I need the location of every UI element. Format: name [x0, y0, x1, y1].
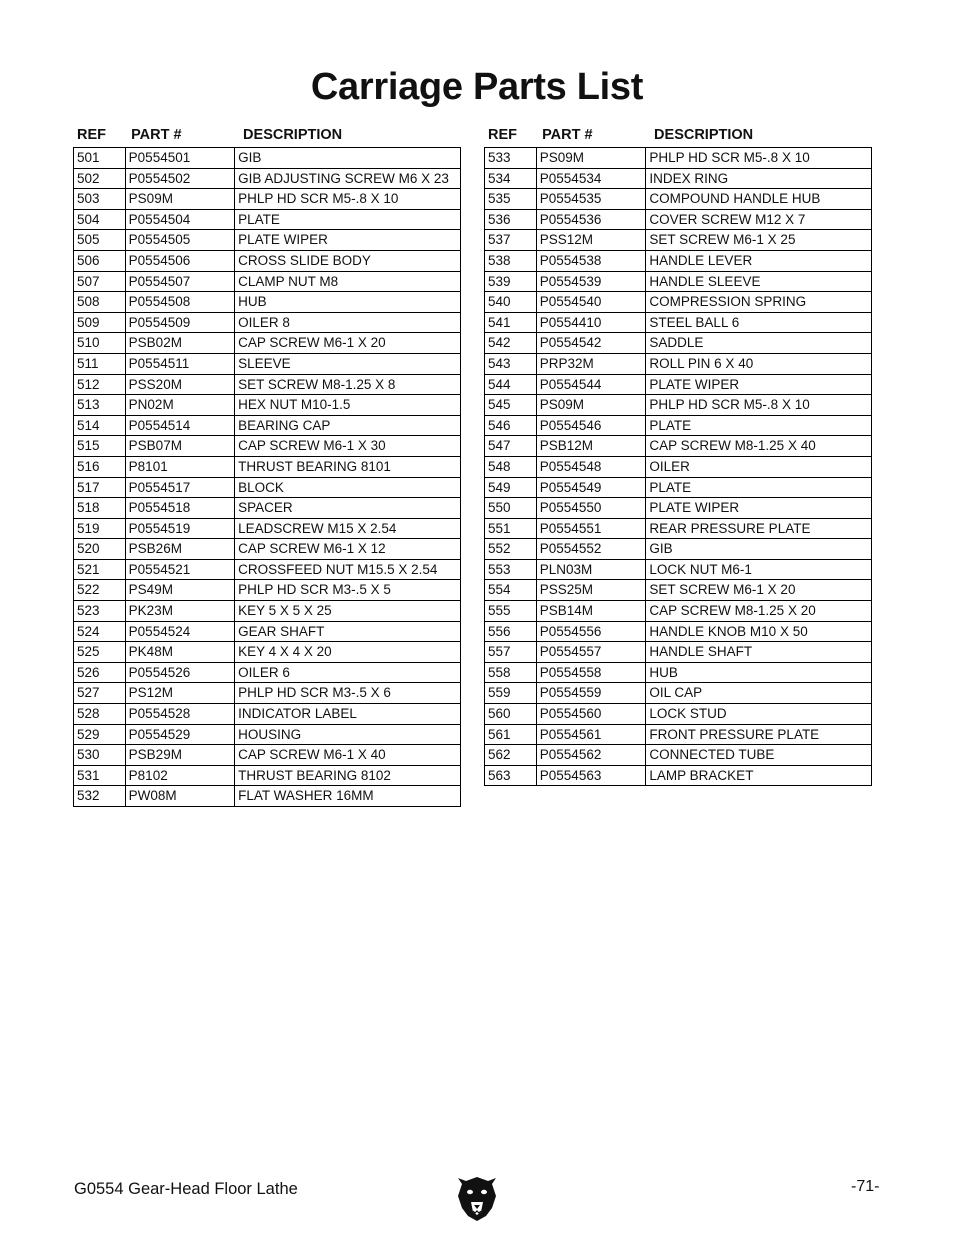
- ref-cell: 535: [485, 189, 537, 210]
- ref-cell: 501: [74, 148, 126, 169]
- ref-cell: 544: [485, 374, 537, 395]
- ref-cell: 539: [485, 271, 537, 292]
- ref-cell: 513: [74, 395, 126, 416]
- part-number-cell: P0554529: [125, 724, 234, 745]
- table-row: [485, 436, 872, 457]
- description-cell: BEARING CAP: [235, 415, 461, 436]
- ref-cell: 551: [485, 518, 537, 539]
- description-cell: PHLP HD SCR M5-.8 X 10: [235, 189, 461, 210]
- ref-cell: 542: [485, 333, 537, 354]
- part-number-cell: PSB07M: [125, 436, 234, 457]
- table-row: [485, 353, 872, 374]
- ref-cell: 537: [485, 230, 537, 251]
- table-row: [74, 292, 461, 313]
- description-cell: PLATE WIPER: [646, 374, 872, 395]
- part-number-cell: P0554563: [536, 765, 646, 786]
- table-row: [74, 559, 461, 580]
- table-row: [74, 765, 461, 786]
- table-row: [485, 662, 872, 683]
- ref-cell: 521: [74, 559, 126, 580]
- part-number-cell: P0554552: [536, 539, 646, 560]
- description-cell: HUB: [646, 662, 872, 683]
- table-row: [485, 250, 872, 271]
- description-cell: PHLP HD SCR M3-.5 X 5: [235, 580, 461, 601]
- ref-cell: 549: [485, 477, 537, 498]
- part-number-cell: P0554507: [125, 271, 234, 292]
- part-number-cell: PSS20M: [125, 374, 234, 395]
- table-row: [74, 271, 461, 292]
- part-number-cell: PK23M: [125, 601, 234, 622]
- ref-cell: 557: [485, 642, 537, 663]
- ref-cell: 510: [74, 333, 126, 354]
- description-cell: SLEEVE: [235, 353, 461, 374]
- ref-cell: 509: [74, 312, 126, 333]
- part-number-cell: PSB14M: [536, 601, 646, 622]
- ref-cell: 553: [485, 559, 537, 580]
- part-number-cell: P0554501: [125, 148, 234, 169]
- part-number-cell: PK48M: [125, 642, 234, 663]
- ref-cell: 512: [74, 374, 126, 395]
- description-cell: PHLP HD SCR M5-.8 X 10: [646, 395, 872, 416]
- page-number: -71-: [851, 1178, 880, 1195]
- ref-cell: 532: [74, 786, 126, 807]
- description-cell: PLATE: [235, 209, 461, 230]
- part-number-cell: P0554511: [125, 353, 234, 374]
- description-cell: HANDLE SHAFT: [646, 642, 872, 663]
- description-cell: LOCK NUT M6-1: [646, 559, 872, 580]
- table-row: [485, 765, 872, 786]
- table-row: [485, 374, 872, 395]
- description-cell: LOCK STUD: [646, 704, 872, 725]
- part-number-cell: P0554517: [125, 477, 234, 498]
- bear-head-icon: [456, 1176, 498, 1222]
- ref-cell: 506: [74, 250, 126, 271]
- part-number-cell: PSS12M: [536, 230, 646, 251]
- table-row: [485, 518, 872, 539]
- part-number-cell: P0554558: [536, 662, 646, 683]
- table-row: [485, 498, 872, 519]
- part-number-cell: P0554540: [536, 292, 646, 313]
- description-cell: SET SCREW M6-1 X 25: [646, 230, 872, 251]
- ref-cell: 519: [74, 518, 126, 539]
- ref-cell: 563: [485, 765, 537, 786]
- ref-cell: 527: [74, 683, 126, 704]
- part-number-cell: P0554514: [125, 415, 234, 436]
- ref-cell: 526: [74, 662, 126, 683]
- description-cell: SPACER: [235, 498, 461, 519]
- part-number-cell: P0554519: [125, 518, 234, 539]
- part-number-cell: P0554410: [536, 312, 646, 333]
- description-cell: LEADSCREW M15 X 2.54: [235, 518, 461, 539]
- description-cell: SADDLE: [646, 333, 872, 354]
- part-number-cell: P0554504: [125, 209, 234, 230]
- ref-cell: 517: [74, 477, 126, 498]
- part-number-cell: P0554562: [536, 745, 646, 766]
- description-cell: BLOCK: [235, 477, 461, 498]
- ref-cell: 536: [485, 209, 537, 230]
- table-row: [74, 395, 461, 416]
- table-row: [74, 662, 461, 683]
- part-number-cell: PS09M: [125, 189, 234, 210]
- description-cell: INDEX RING: [646, 168, 872, 189]
- ref-cell: 546: [485, 415, 537, 436]
- table-row: [485, 745, 872, 766]
- parts-table: [484, 147, 872, 786]
- table-row: [485, 456, 872, 477]
- footer-model-name: G0554 Gear-Head Floor Lathe: [74, 1180, 298, 1198]
- description-cell: SET SCREW M6-1 X 20: [646, 580, 872, 601]
- description-cell: SET SCREW M8-1.25 X 8: [235, 374, 461, 395]
- part-number-cell: PW08M: [125, 786, 234, 807]
- description-cell: LAMP BRACKET: [646, 765, 872, 786]
- table-row: [74, 601, 461, 622]
- table-row: [485, 148, 872, 169]
- part-number-cell: P0554521: [125, 559, 234, 580]
- part-number-cell: P0554546: [536, 415, 646, 436]
- description-cell: CROSS SLIDE BODY: [235, 250, 461, 271]
- ref-cell: 556: [485, 621, 537, 642]
- description-cell: INDICATOR LABEL: [235, 704, 461, 725]
- ref-cell: 554: [485, 580, 537, 601]
- description-cell: GEAR SHAFT: [235, 621, 461, 642]
- description-cell: KEY 4 X 4 X 20: [235, 642, 461, 663]
- part-number-cell: PSS25M: [536, 580, 646, 601]
- description-header: DESCRIPTION: [243, 127, 343, 143]
- ref-cell: 547: [485, 436, 537, 457]
- table-row: [485, 642, 872, 663]
- table-row: [74, 436, 461, 457]
- table-row: [74, 642, 461, 663]
- ref-header: REF: [488, 127, 517, 143]
- table-row: [74, 415, 461, 436]
- table-row: [485, 189, 872, 210]
- table-row: [74, 498, 461, 519]
- description-cell: CAP SCREW M8-1.25 X 40: [646, 436, 872, 457]
- description-cell: PLATE WIPER: [646, 498, 872, 519]
- table-row: [74, 230, 461, 251]
- description-header: DESCRIPTION: [654, 127, 754, 143]
- description-cell: GIB: [646, 539, 872, 560]
- ref-cell: 560: [485, 704, 537, 725]
- table-row: [485, 601, 872, 622]
- table-row: [485, 292, 872, 313]
- part-number-cell: PSB29M: [125, 745, 234, 766]
- ref-cell: 558: [485, 662, 537, 683]
- description-cell: REAR PRESSURE PLATE: [646, 518, 872, 539]
- table-row: [485, 395, 872, 416]
- ref-cell: 514: [74, 415, 126, 436]
- part-number-cell: P0554539: [536, 271, 646, 292]
- description-cell: CAP SCREW M8-1.25 X 20: [646, 601, 872, 622]
- table-row: [74, 456, 461, 477]
- ref-cell: 523: [74, 601, 126, 622]
- part-number-cell: P0554524: [125, 621, 234, 642]
- part-number-cell: P0554508: [125, 292, 234, 313]
- table-row: [485, 539, 872, 560]
- ref-cell: 516: [74, 456, 126, 477]
- part-number-cell: P0554544: [536, 374, 646, 395]
- parts-table: [73, 147, 461, 807]
- part-number-cell: P0554536: [536, 209, 646, 230]
- part-number-cell: P0554538: [536, 250, 646, 271]
- table-row: [485, 580, 872, 601]
- part-number-cell: PS09M: [536, 148, 646, 169]
- part-number-cell: P0554528: [125, 704, 234, 725]
- page-title: Carriage Parts List: [310, 66, 644, 108]
- table-row: [74, 477, 461, 498]
- table-row: [74, 704, 461, 725]
- ref-cell: 515: [74, 436, 126, 457]
- table-row: [74, 168, 461, 189]
- table-row: [485, 724, 872, 745]
- description-cell: PHLP HD SCR M3-.5 X 6: [235, 683, 461, 704]
- part-number-cell: P0554509: [125, 312, 234, 333]
- part-number-cell: P0554550: [536, 498, 646, 519]
- description-cell: PHLP HD SCR M5-.8 X 10: [646, 148, 872, 169]
- part-number-cell: P0554534: [536, 168, 646, 189]
- description-cell: HOUSING: [235, 724, 461, 745]
- part-number-cell: P0554535: [536, 189, 646, 210]
- description-cell: CAP SCREW M6-1 X 40: [235, 745, 461, 766]
- part-number-cell: PRP32M: [536, 353, 646, 374]
- part-number-cell: P0554505: [125, 230, 234, 251]
- description-cell: COMPRESSION SPRING: [646, 292, 872, 313]
- ref-cell: 540: [485, 292, 537, 313]
- description-cell: CLAMP NUT M8: [235, 271, 461, 292]
- table-row: [74, 333, 461, 354]
- ref-cell: 511: [74, 353, 126, 374]
- description-cell: HANDLE KNOB M10 X 50: [646, 621, 872, 642]
- table-row: [485, 477, 872, 498]
- part-number-cell: P0554551: [536, 518, 646, 539]
- ref-cell: 524: [74, 621, 126, 642]
- part-number-cell: P0554542: [536, 333, 646, 354]
- description-cell: OILER: [646, 456, 872, 477]
- table-row: [485, 333, 872, 354]
- table-row: [74, 250, 461, 271]
- ref-cell: 533: [485, 148, 537, 169]
- table-row: [74, 580, 461, 601]
- table-row: [74, 745, 461, 766]
- ref-cell: 505: [74, 230, 126, 251]
- table-row: [485, 559, 872, 580]
- ref-cell: 530: [74, 745, 126, 766]
- table-row: [74, 786, 461, 807]
- ref-cell: 520: [74, 539, 126, 560]
- part-number-cell: P0554549: [536, 477, 646, 498]
- description-cell: THRUST BEARING 8102: [235, 765, 461, 786]
- description-cell: COMPOUND HANDLE HUB: [646, 189, 872, 210]
- description-cell: GIB ADJUSTING SCREW M6 X 23: [235, 168, 461, 189]
- description-cell: CAP SCREW M6-1 X 12: [235, 539, 461, 560]
- ref-cell: 538: [485, 250, 537, 271]
- parts-table-right-column: [484, 124, 872, 786]
- ref-cell: 545: [485, 395, 537, 416]
- description-cell: HEX NUT M10-1.5: [235, 395, 461, 416]
- part-number-cell: PN02M: [125, 395, 234, 416]
- description-cell: OIL CAP: [646, 683, 872, 704]
- ref-cell: 548: [485, 456, 537, 477]
- ref-header: REF: [77, 127, 106, 143]
- description-cell: PLATE: [646, 415, 872, 436]
- part-number-cell: P0554548: [536, 456, 646, 477]
- table-row: [485, 209, 872, 230]
- part-number-cell: PSB12M: [536, 436, 646, 457]
- ref-cell: 543: [485, 353, 537, 374]
- description-cell: CONNECTED TUBE: [646, 745, 872, 766]
- table-row: [74, 683, 461, 704]
- table-header: [73, 124, 461, 146]
- description-cell: THRUST BEARING 8101: [235, 456, 461, 477]
- ref-cell: 502: [74, 168, 126, 189]
- table-row: [74, 621, 461, 642]
- part-number-header: PART #: [131, 127, 182, 143]
- part-number-cell: P0554506: [125, 250, 234, 271]
- table-row: [485, 168, 872, 189]
- part-number-cell: P0554518: [125, 498, 234, 519]
- table-row: [485, 704, 872, 725]
- part-number-cell: P0554502: [125, 168, 234, 189]
- parts-table-left-column: [73, 124, 461, 807]
- description-cell: HANDLE SLEEVE: [646, 271, 872, 292]
- table-row: [74, 148, 461, 169]
- description-cell: ROLL PIN 6 X 40: [646, 353, 872, 374]
- description-cell: STEEL BALL 6: [646, 312, 872, 333]
- table-row: [74, 374, 461, 395]
- table-row: [74, 312, 461, 333]
- ref-cell: 518: [74, 498, 126, 519]
- part-number-cell: PSB26M: [125, 539, 234, 560]
- description-cell: GIB: [235, 148, 461, 169]
- ref-cell: 525: [74, 642, 126, 663]
- description-cell: FRONT PRESSURE PLATE: [646, 724, 872, 745]
- ref-cell: 541: [485, 312, 537, 333]
- description-cell: HANDLE LEVER: [646, 250, 872, 271]
- part-number-cell: P0554556: [536, 621, 646, 642]
- description-cell: HUB: [235, 292, 461, 313]
- table-row: [74, 724, 461, 745]
- part-number-cell: PSB02M: [125, 333, 234, 354]
- description-cell: OILER 8: [235, 312, 461, 333]
- table-header: [484, 124, 872, 146]
- table-row: [74, 189, 461, 210]
- part-number-cell: P8101: [125, 456, 234, 477]
- description-cell: PLATE WIPER: [235, 230, 461, 251]
- table-row: [485, 415, 872, 436]
- part-number-cell: PS12M: [125, 683, 234, 704]
- part-number-cell: P8102: [125, 765, 234, 786]
- ref-cell: 559: [485, 683, 537, 704]
- description-cell: KEY 5 X 5 X 25: [235, 601, 461, 622]
- part-number-cell: PLN03M: [536, 559, 646, 580]
- ref-cell: 529: [74, 724, 126, 745]
- ref-cell: 534: [485, 168, 537, 189]
- ref-cell: 555: [485, 601, 537, 622]
- table-row: [74, 518, 461, 539]
- part-number-cell: P0554559: [536, 683, 646, 704]
- table-row: [485, 312, 872, 333]
- table-row: [485, 621, 872, 642]
- ref-cell: 562: [485, 745, 537, 766]
- part-number-cell: P0554561: [536, 724, 646, 745]
- ref-cell: 508: [74, 292, 126, 313]
- ref-cell: 550: [485, 498, 537, 519]
- part-number-header: PART #: [542, 127, 593, 143]
- table-row: [485, 683, 872, 704]
- table-row: [485, 271, 872, 292]
- description-cell: CROSSFEED NUT M15.5 X 2.54: [235, 559, 461, 580]
- description-cell: COVER SCREW M12 X 7: [646, 209, 872, 230]
- description-cell: FLAT WASHER 16MM: [235, 786, 461, 807]
- part-number-cell: PS09M: [536, 395, 646, 416]
- ref-cell: 552: [485, 539, 537, 560]
- ref-cell: 561: [485, 724, 537, 745]
- table-row: [74, 353, 461, 374]
- ref-cell: 503: [74, 189, 126, 210]
- ref-cell: 504: [74, 209, 126, 230]
- ref-cell: 522: [74, 580, 126, 601]
- part-number-cell: P0554526: [125, 662, 234, 683]
- ref-cell: 528: [74, 704, 126, 725]
- description-cell: CAP SCREW M6-1 X 30: [235, 436, 461, 457]
- table-row: [74, 209, 461, 230]
- table-row: [485, 230, 872, 251]
- ref-cell: 531: [74, 765, 126, 786]
- description-cell: PLATE: [646, 477, 872, 498]
- table-row: [74, 539, 461, 560]
- part-number-cell: P0554557: [536, 642, 646, 663]
- description-cell: CAP SCREW M6-1 X 20: [235, 333, 461, 354]
- part-number-cell: P0554560: [536, 704, 646, 725]
- part-number-cell: PS49M: [125, 580, 234, 601]
- description-cell: OILER 6: [235, 662, 461, 683]
- ref-cell: 507: [74, 271, 126, 292]
